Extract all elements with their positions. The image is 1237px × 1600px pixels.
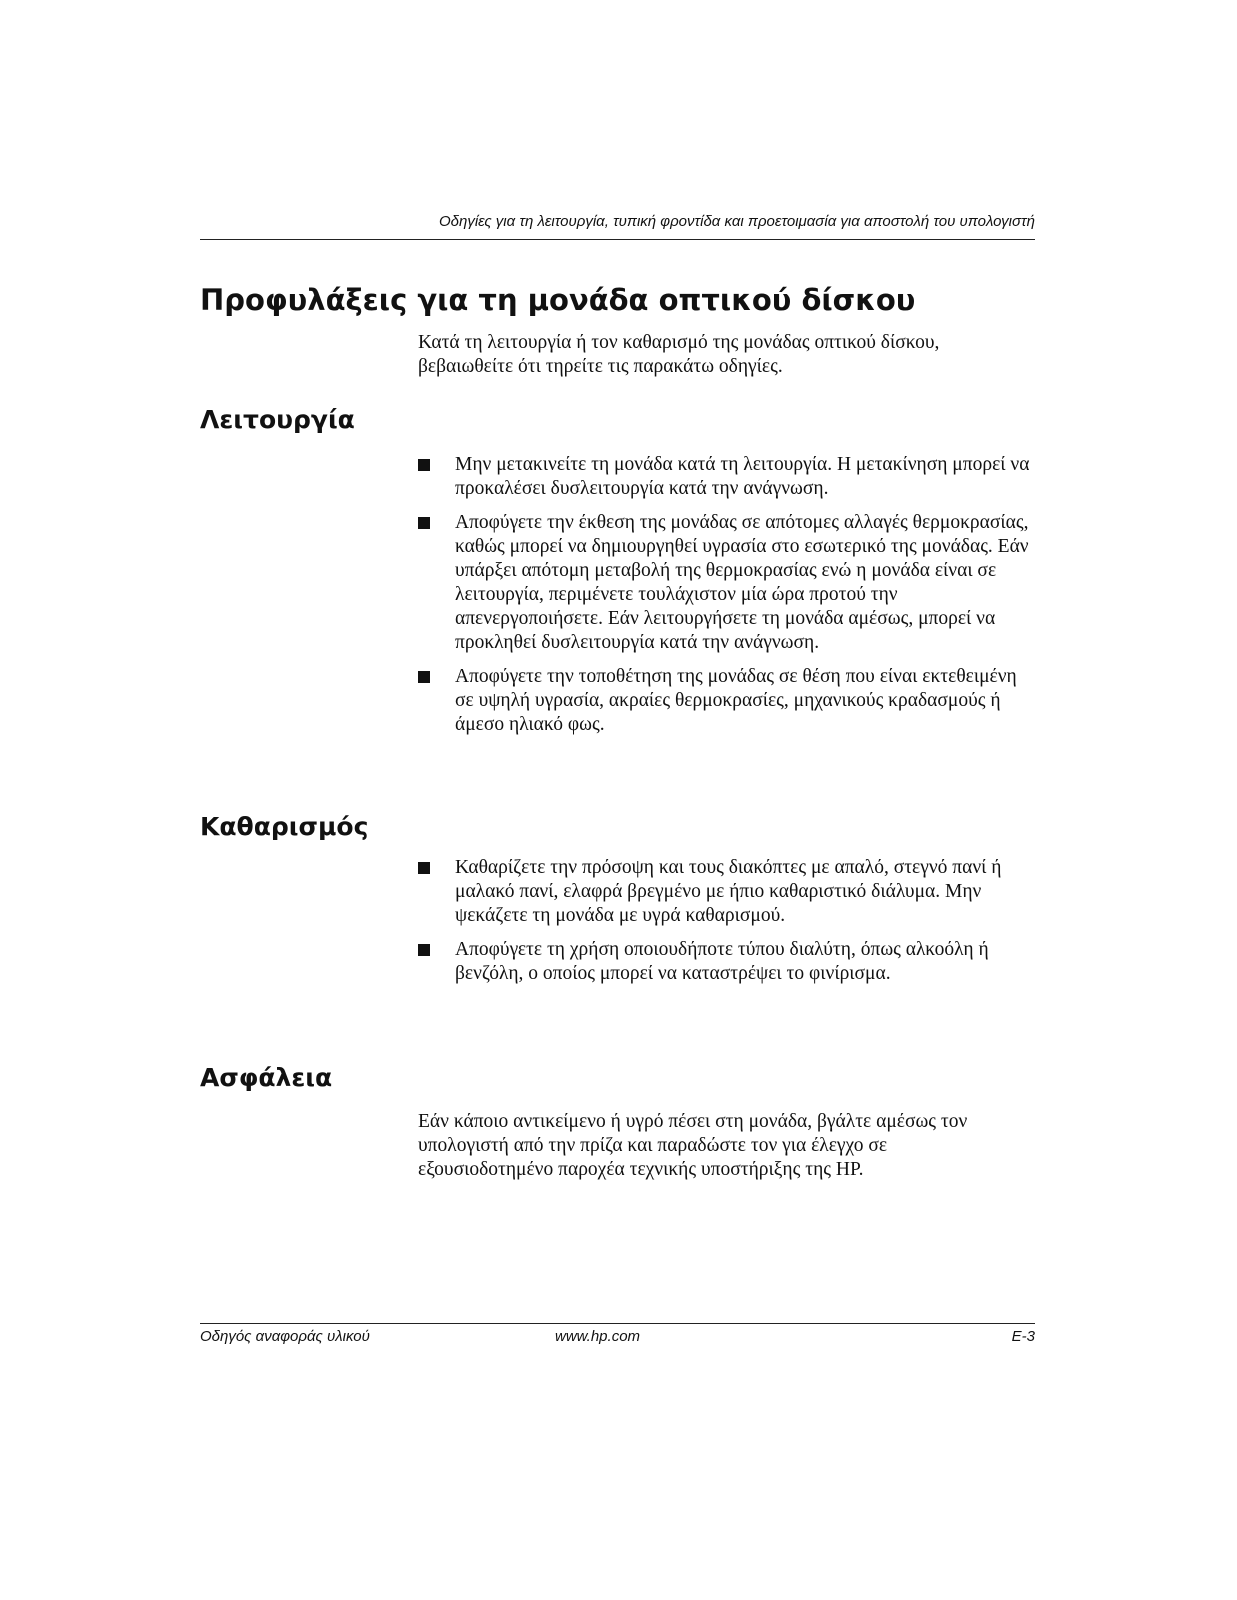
operation-list [418, 453, 1038, 747]
footer-page-number: E-3 [1011, 1328, 1035, 1345]
section-heading-safety: Ασφάλεια [200, 1063, 333, 1092]
bullet-square-icon [418, 671, 430, 683]
intro-paragraph: Κατά τη λειτουργία ή τον καθαρισμό της μονάδας οπτικού δίσκου, βεβαιωθείτε ότι τηρείτε τις παρακάτω οδηγίες. [418, 332, 940, 377]
list-item-text: Αποφύγετε τη χρήση οποιουδήποτε τύπου διαλύτη, όπως αλκοόλη ή βενζόλη, ο οποίος μπορεί να καταστρέψει το φινίρισμα. [455, 939, 989, 984]
section-heading-operation: Λειτουργία [200, 405, 355, 434]
list-item [418, 665, 1038, 737]
list-item [418, 511, 1038, 655]
list-item [418, 453, 1038, 501]
page-title: Προφυλάξεις για τη μονάδα οπτικού δίσκου [200, 283, 916, 317]
list-item-text: Αποφύγετε την τοποθέτηση της μονάδας σε θέση που είναι εκτεθειμένη σε υψηλή υγρασία, ακραίες θερμοκρασίες, μηχανικούς κραδασμούς ή άμεσο ηλιακό φως. [455, 666, 1017, 735]
list-item-text: Μην μετακινείτε τη μονάδα κατά τη λειτουργία. Η μετακίνηση μπορεί να προκαλέσει δυσλειτουργία κατά την ανάγνωση. [455, 454, 1030, 499]
cleaning-list [418, 856, 1038, 996]
footer-rule [200, 1323, 1035, 1324]
header-rule [200, 239, 1035, 240]
bullet-square-icon [418, 862, 430, 874]
list-item-text: Καθαρίζετε την πρόσοψη και τους διακόπτες με απαλό, στεγνό πανί ή μαλακό πανί, ελαφρά βρεγμένο με ήπιο καθαριστικό διάλυμα. Μην ψεκάζετε τη μονάδα με υγρά καθαρισμού. [455, 857, 1002, 926]
bullet-square-icon [418, 517, 430, 529]
footer-website: www.hp.com [555, 1328, 641, 1345]
bullet-square-icon [418, 944, 430, 956]
list-item [418, 938, 1038, 986]
section-heading-cleaning: Καθαρισμός [200, 812, 369, 841]
bullet-square-icon [418, 459, 430, 471]
list-item [418, 856, 1038, 928]
safety-paragraph: Εάν κάποιο αντικείμενο ή υγρό πέσει στη μονάδα, βγάλτε αμέσως τον υπολογιστή από την πρίζα και παραδώστε τον για έλεγχο σε εξουσιοδοτημένο παροχέα τεχνικής υποστήριξης της HP. [418, 1111, 968, 1180]
footer-guide-title: Οδηγός αναφοράς υλικού [200, 1328, 370, 1345]
running-header: Οδηγίες για τη λειτουργία, τυπική φροντίδα και προετοιμασία για αποστολή του υπολογιστή [438, 213, 1035, 230]
list-item-text: Αποφύγετε την έκθεση της μονάδας σε απότομες αλλαγές θερμοκρασίας, καθώς μπορεί να δημιουργηθεί υγρασία στο εσωτερικό της μονάδας. Εάν υπάρξει απότομη μεταβολή της θερμοκρασίας ενώ η μονάδα είναι σε λειτουργία, περιμένετε τουλάχιστον μία ώρα προτού την απενεργοποιήσετε. Εάν λειτουργήσετε τη μονάδα αμέσως, μπορεί να προκληθεί δυσλειτουργία κατά την ανάγνωση. [455, 512, 1029, 653]
